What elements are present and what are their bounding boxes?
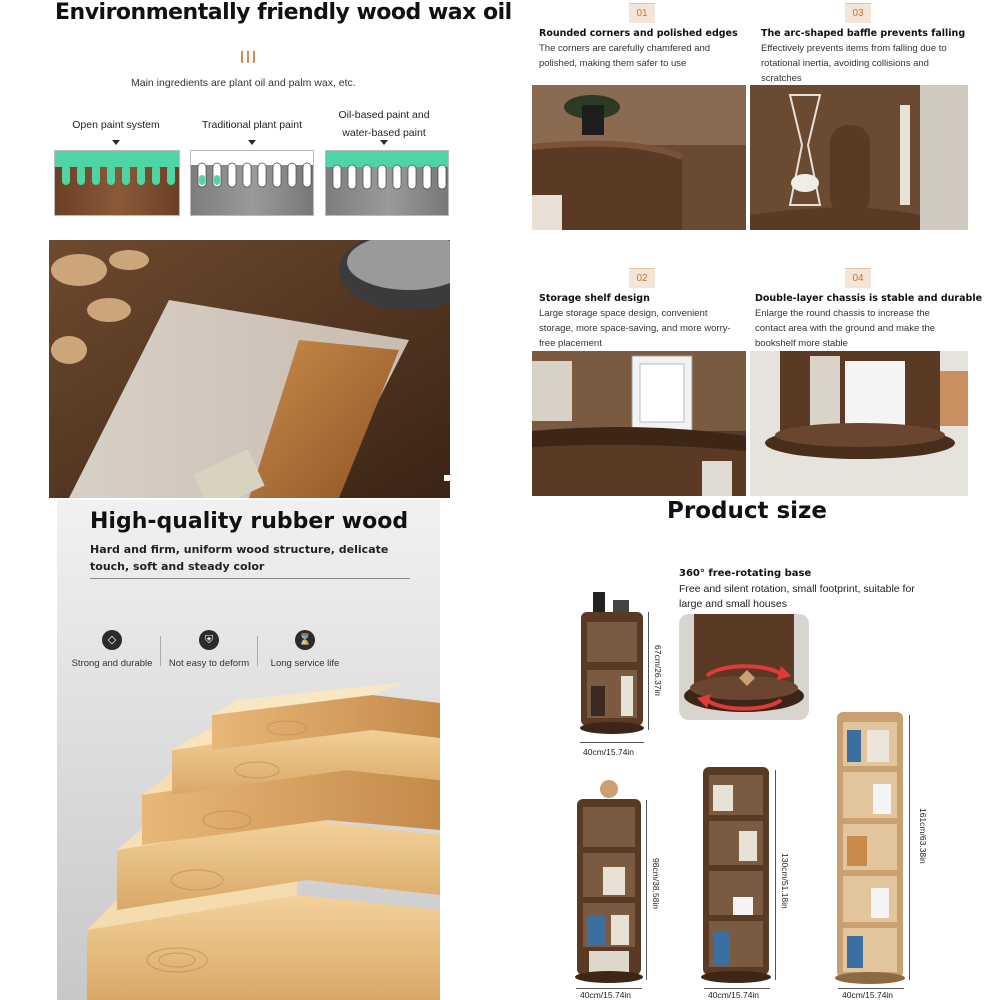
hourglass-icon: ⌛ [295,630,315,650]
height-dimension-line [775,770,776,980]
rounded-corners-photo [532,85,746,230]
rubber-wood-title: High-quality rubber wood [90,509,409,534]
height-dimension-line [646,800,647,980]
height-label: 161cm/63.38in [918,808,928,864]
paint-type-label-2: Traditional plant paint [201,119,302,131]
wax-brush-photo [49,240,450,498]
feature-title: Rounded corners and polished edges [539,28,738,39]
ingredients-text: Main ingredients are plant oil and palm wax, etc. [131,77,356,89]
height-dimension-line [648,612,649,730]
divider [257,636,258,666]
width-dimension-line [576,988,642,989]
feature-title: Storage shelf design [539,293,650,304]
arc-baffle-photo [750,85,968,230]
width-label: 40cm/15.74in [583,747,635,757]
open-paint-diagram [54,150,180,216]
rubber-wood-background [57,500,440,1000]
feature-number-badge: 04 [845,268,871,288]
shelf-67cm-image [577,592,647,734]
feature-number-badge: 03 [845,3,871,23]
height-label: 98cm/38.58in [651,858,661,910]
rotating-base-photo [679,614,809,720]
feature-title: The arc-shaped baffle prevents falling [761,28,966,39]
width-dimension-line [704,988,770,989]
shelf-161cm-image [833,710,907,985]
paint-type-label-1: Open paint system [72,119,160,131]
width-label: 40cm/15.74in [708,990,760,1000]
feature-strong: ◇ Strong and durable [67,630,157,669]
feature-number-badge: 02 [629,268,655,288]
storage-shelf-photo [532,351,746,496]
feature-description: The corners are carefully chamfered and polished, making them safer to use [539,43,711,69]
shield-icon: ⛨ [199,630,219,650]
feature-description: Enlarge the round chassis to increase the contact area with the ground and make the bookshelf more stable [755,308,936,349]
rubber-wood-subtitle: Hard and firm, uniform wood structure, delicate touch, soft and steady color [90,543,389,573]
feature-number-badge: 01 [629,3,655,23]
rotating-base-description: Free and silent rotation, small footprint, suitable for large and small houses [679,583,915,610]
divider [90,578,410,579]
diamond-icon: ◇ [102,630,122,650]
width-label: 40cm/15.74in [842,990,894,1000]
width-dimension-line [838,988,904,989]
pointer-icon [112,140,120,145]
feature-description: Effectively prevents items from falling due to rotational inertia, avoiding collisions and scratches [761,43,947,84]
shelf-98cm-image [573,775,645,983]
divider [160,636,161,666]
width-label: 40cm/15.74in [580,990,632,1000]
height-label: 130cm/51.18in [780,853,790,909]
pointer-icon [248,140,256,145]
shelf-130cm-image [699,765,773,983]
feature-life: ⌛ Long service life [260,630,350,669]
product-size-title: Product size [667,498,828,524]
oil-water-paint-diagram [325,150,449,216]
width-dimension-line [580,742,644,743]
decorative-bars [241,51,255,63]
double-chassis-photo [750,351,968,496]
rotating-base-title: 360° free-rotating base [679,568,812,579]
feature-description: Large storage space design, convenient storage, more space-saving, and more worry-free placement [539,308,731,349]
height-dimension-line [909,715,910,980]
paint-type-label-3: Oil-based paint and water-based paint [338,109,430,139]
traditional-paint-diagram [190,150,314,216]
pointer-icon [380,140,388,145]
feature-deform: ⛨ Not easy to deform [164,630,254,669]
wax-oil-title: Environmentally friendly wood wax oil [55,0,512,25]
feature-title: Double-layer chassis is stable and durable [755,293,983,304]
height-label: 67cm/26.37in [653,645,663,697]
